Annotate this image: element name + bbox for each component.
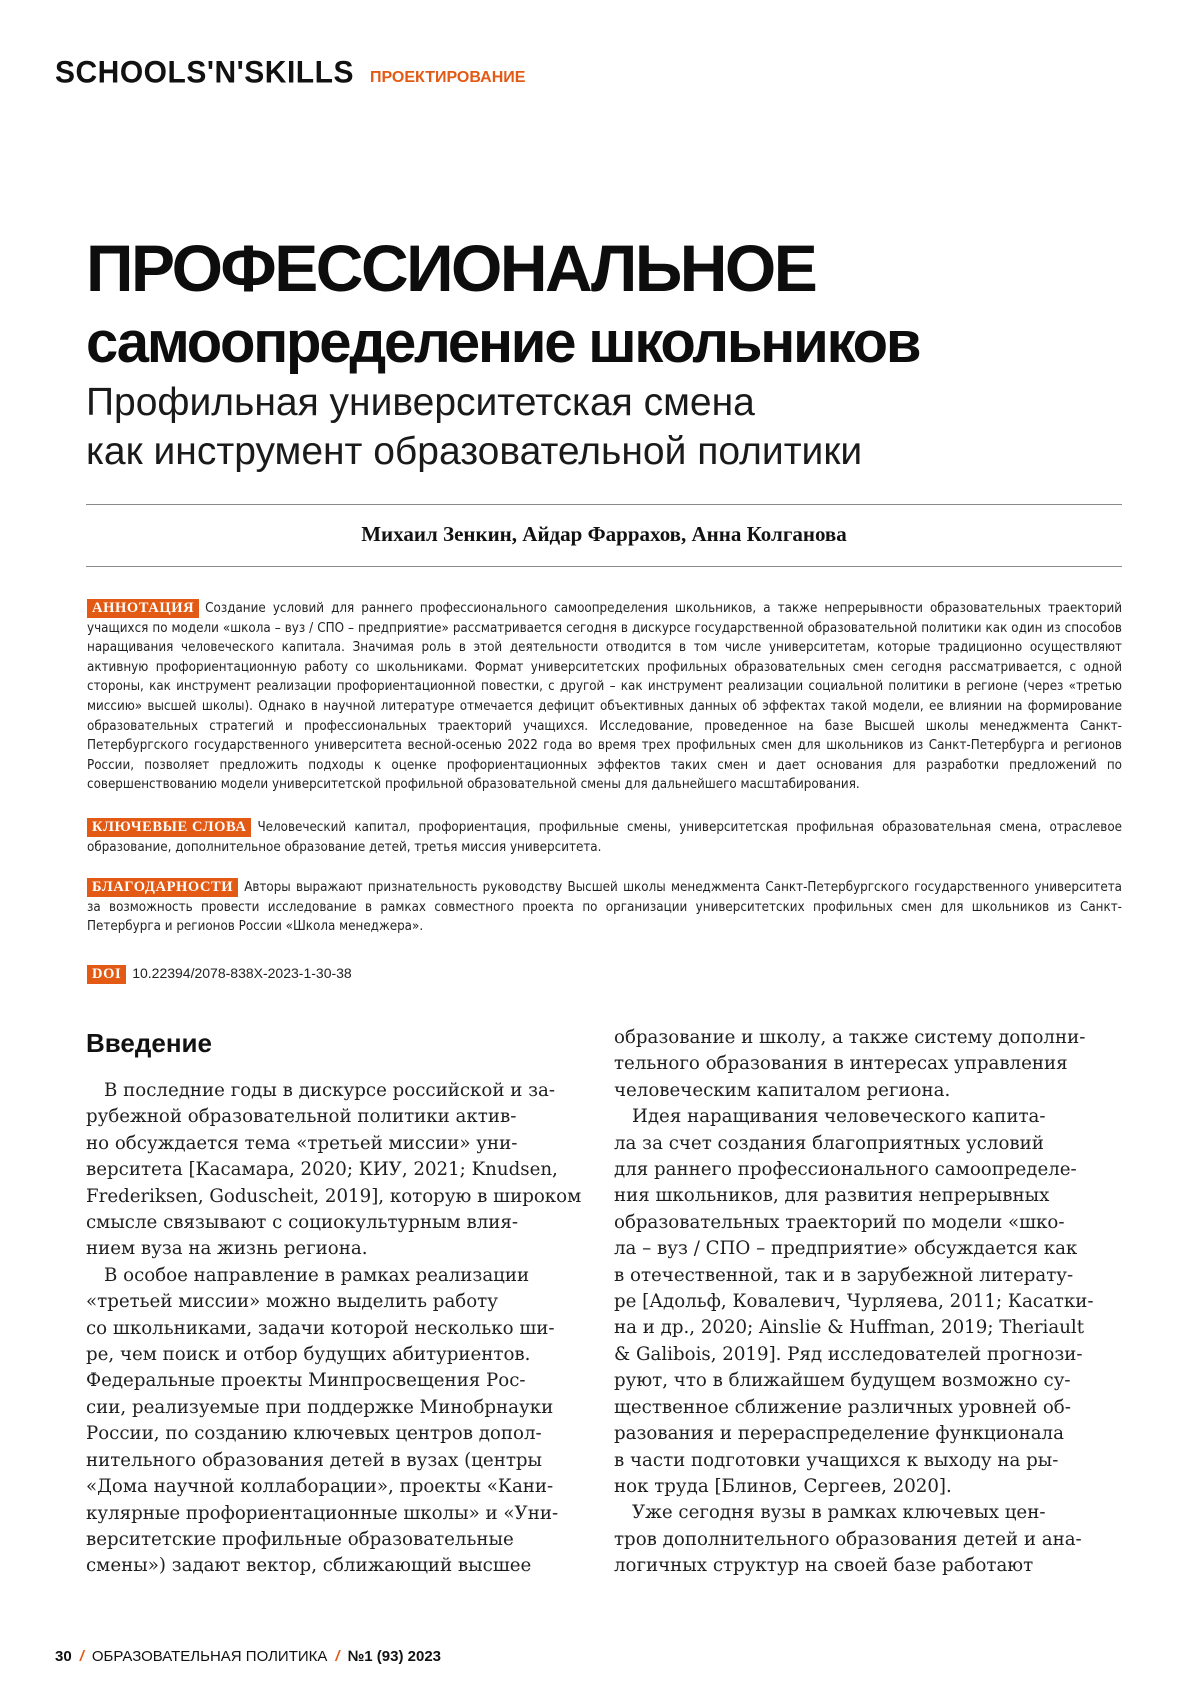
left-column-text [86,1078,596,1580]
body-column-right [614,1025,1124,1580]
page-footer [55,1648,441,1665]
text-line: смены») задают вектор, сближающий высшее [86,1553,596,1579]
text-line: образовательных траекторий по модели «шко- [614,1210,1124,1236]
divider-bottom [86,566,1122,567]
text-line: нием вуза на жизнь региона. [86,1236,596,1262]
acknowledgments-text: Авторы выражают признательность руководству Высшей школы менеджмента Санкт-Петербургского государственного университета за возможность провести исследование в рамках совместного проекта по организации университетских профильных смен для школьников из Санкт-Петербурга и регионов России «Школа менеджера». [87,880,1122,934]
text-line: в отечественной, так и в зарубежной литерату- [614,1263,1124,1289]
divider-top [86,504,1122,505]
doi-label: DOI [87,965,126,984]
article-subtitle [86,378,862,476]
text-line: смысле связывают с социокультурным влия- [86,1210,596,1236]
text-line: тров дополнительного образования детей и ана- [614,1527,1124,1553]
text-line: нок труда [Блинов, Сергеев, 2020]. [614,1474,1124,1500]
text-line: сии, реализуемые при поддержке Минобрнауки [86,1395,596,1421]
text-line: Федеральные проекты Минпросвещения Рос- [86,1368,596,1394]
subtitle-line1: Профильная университетская смена [86,378,862,427]
issue-number: №1 (93) 2023 [348,1648,441,1665]
keywords-text: Человеческий капитал, профориентация, профильные смены, университетская профильная образовательная смена, отраслевое образование, дополнительное образование детей, третья миссия университета. [87,820,1122,855]
text-line: Frederiksen, Goduscheit, 2019], которую в широком [86,1184,596,1210]
text-line: для раннего профессионального самоопределе- [614,1157,1124,1183]
text-line: Идея наращивания человеческого капита- [614,1104,1124,1130]
text-line: кулярные профориентационные школы» и «Уни- [86,1501,596,1527]
text-line: верситетские профильные образовательные [86,1527,596,1553]
footer-separator: / [80,1648,84,1665]
doi-value: 10.22394/2078-838X-2023-1-30-38 [132,965,352,981]
text-line: рубежной образовательной политики актив- [86,1104,596,1130]
text-line: В последние годы в дискурсе российской и за- [86,1078,596,1104]
text-line: разования и перераспределение функционала [614,1421,1124,1447]
page-number: 30 [55,1648,72,1665]
text-line: ла за счет создания благоприятных условий [614,1131,1124,1157]
text-line: верситета [Касамара, 2020; КИУ, 2021; Knudsen, [86,1157,596,1183]
text-line: образование и школу, а также систему дополни- [614,1025,1124,1051]
section-label: ПРОЕКТИРОВАНИЕ [370,69,525,87]
section-heading: Введение [86,1028,596,1058]
keywords-label: КЛЮЧЕВЫЕ СЛОВА [87,818,251,837]
text-line: Уже сегодня вузы в рамках ключевых цен- [614,1500,1124,1526]
text-line: «третьей миссии» можно выделить работу [86,1289,596,1315]
acknowledgments-label: БЛАГОДАРНОСТИ [87,878,238,897]
doi-block [87,964,1122,985]
text-line: человеческим капиталом региона. [614,1078,1124,1104]
text-line: В особое направление в рамках реализации [86,1263,596,1289]
footer-separator: / [335,1648,339,1665]
text-line: ре [Адольф, Ковалевич, Чурляева, 2011; Касатки- [614,1289,1124,1315]
text-line: в части подготовки учащихся к выходу на ры- [614,1448,1124,1474]
text-line: нительного образования детей в вузах (центры [86,1448,596,1474]
text-line: руют, что в ближайшем будущем возможно су- [614,1368,1124,1394]
running-header [55,56,525,90]
text-line: ния школьников, для развития непрерывных [614,1183,1124,1209]
article-title-line1: ПРОФЕССИОНАЛЬНОЕ [86,232,815,304]
acknowledgments-block [87,878,1122,937]
annotation-text: Создание условий для раннего профессионального самоопределения школьников, а также непрерывности образовательных траекторий учащихся по модели «школа – вуз / СПО – предприятие» рассматривается сегодня в дискурсе государственной образовательной политики как один из способов наращивания человеческого капитала. Значимая роль в этой деятельности отводится в том числе университетам, которые традиционно осуществляют активную профориентационную работу со школьниками. Формат университетских профильных образовательных смен сегодня рассматривается, с одной стороны, как инструмент реализации профориентационной повестки, с другой – как инструмент реализации социальной политики в регионе (через «третью миссию» высшей школы). Однако в научной литературе отмечается дефицит объективных данных об эффектах такой модели, ее влиянии на формирование образовательных стратегий и профессиональных траекторий учащихся. Исследование, проведенное на базе Высшей школы менеджмента Санкт-Петербургского государственного университета весной-осенью 2022 года во время трех профильных смен для школьников из Санкт-Петербурга и регионов России, позволяет предложить подходы к оценке профориентационных эффектов таких смен и дает основания для разработки предложений по совершенствованию модели университетской профильной образовательной смены для дальнейшего масштабирования. [87,601,1122,792]
text-line: России, по созданию ключевых центров допол- [86,1421,596,1447]
journal-name: ОБРАЗОВАТЕЛЬНАЯ ПОЛИТИКА [92,1648,328,1665]
annotation-block [87,599,1122,795]
authors: Михаил Зенкин, Айдар Фаррахов, Анна Колганова [86,522,1122,547]
article-title-line2: самоопределение школьников [86,310,919,376]
text-line: но обсуждается тема «третьей миссии» уни- [86,1131,596,1157]
text-line: со школьниками, задачи которой несколько ши- [86,1316,596,1342]
body-column-left [86,1028,596,1580]
text-line: тельного образования в интересах управления [614,1051,1124,1077]
text-line: щественное сближение различных уровней об- [614,1395,1124,1421]
text-line: ла – вуз / СПО – предприятие» обсуждается как [614,1236,1124,1262]
text-line: на и др., 2020; Ainslie & Huffman, 2019; Theriault [614,1315,1124,1341]
right-column-text [614,1025,1124,1580]
text-line: «Дома научной коллаборации», проекты «Кани- [86,1474,596,1500]
text-line: & Galibois, 2019]. Ряд исследователей прогнози- [614,1342,1124,1368]
text-line: ре, чем поиск и отбор будущих абитуриентов. [86,1342,596,1368]
keywords-block [87,818,1122,857]
journal-brand: SCHOOLS'N'SKILLS [55,55,354,91]
annotation-label: АННОТАЦИЯ [87,599,199,618]
subtitle-line2: как инструмент образовательной политики [86,427,862,476]
text-line: логичных структур на своей базе работают [614,1553,1124,1579]
